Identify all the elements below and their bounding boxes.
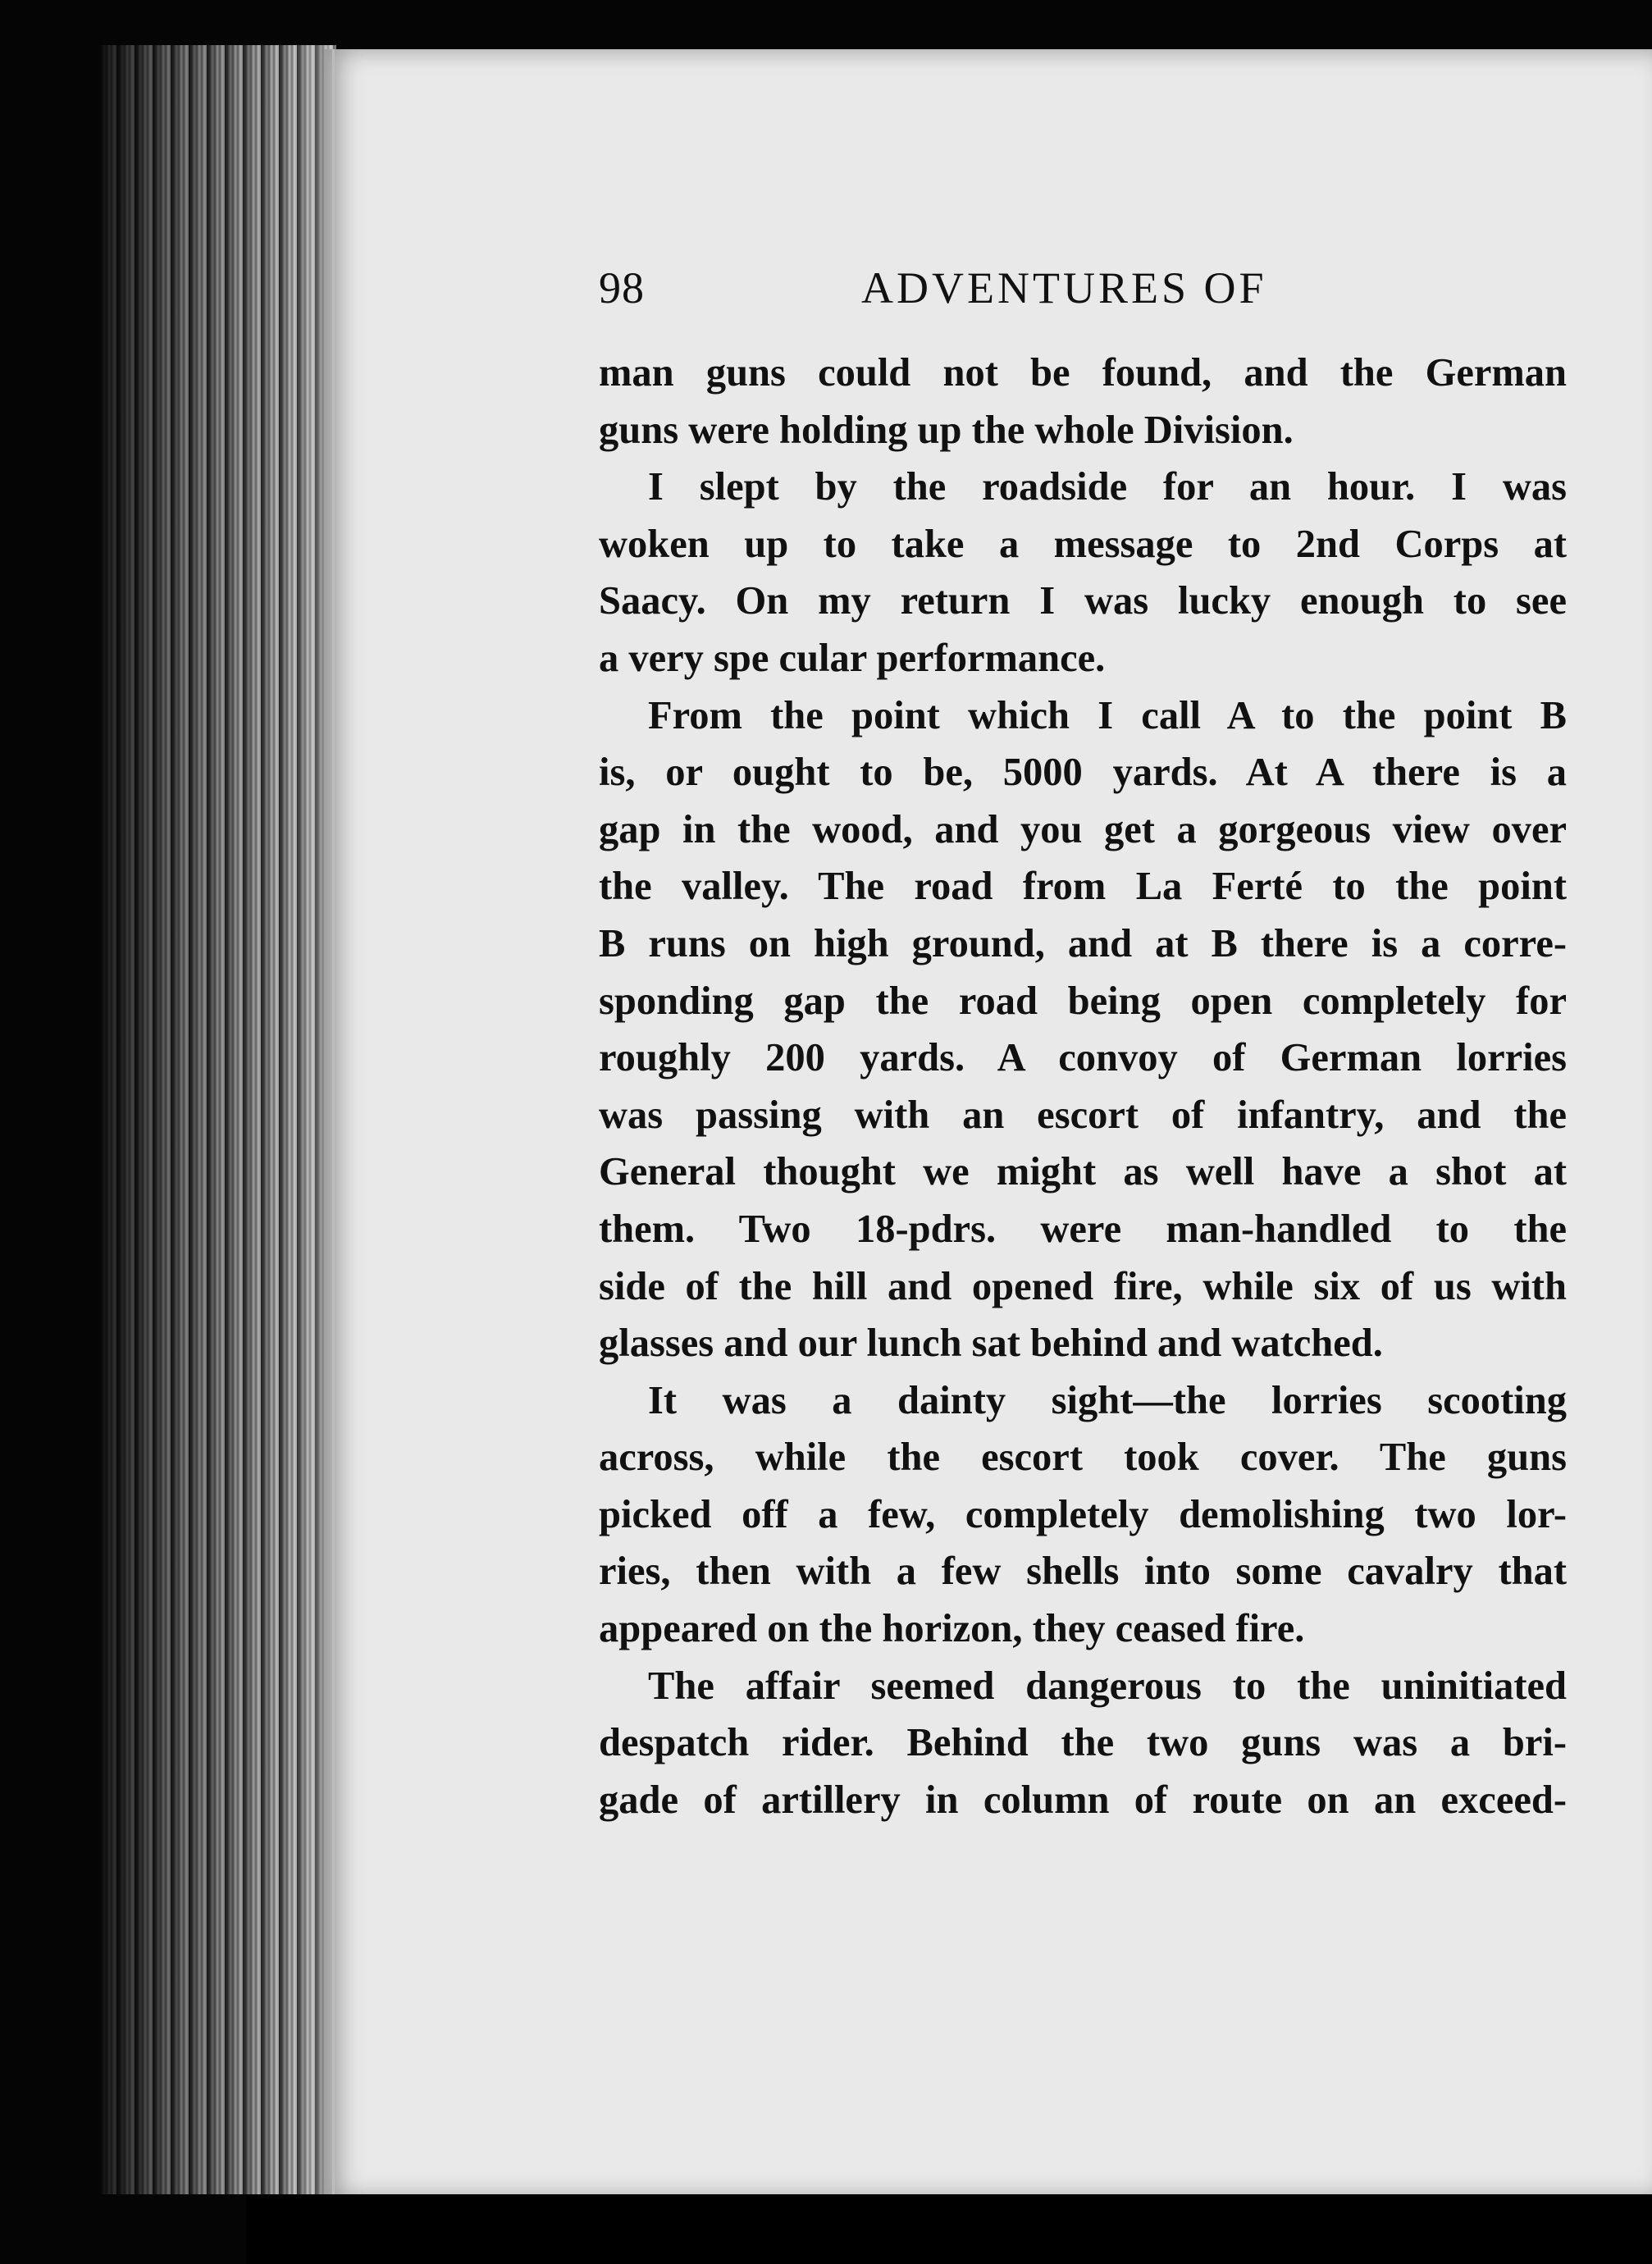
text-line: roughly 200 yards. A convoy of German lorries	[599, 1036, 1567, 1080]
paragraph-4	[599, 1372, 1567, 1658]
body-text	[599, 345, 1567, 1828]
text-line: ries, then with a few shells into some cavalry that	[599, 1550, 1567, 1594]
text-line: man guns could not be found, and the German	[599, 351, 1567, 395]
text-line: From the point which I call A to the point B	[648, 693, 1567, 737]
text-line: It was a dainty sight—the lorries scooting	[648, 1378, 1567, 1422]
text-line: them. Two 18-pdrs. were man-handled to the	[599, 1207, 1567, 1251]
paragraph-5	[599, 1658, 1567, 1829]
text-line: glasses and our lunch sat behind and watched.	[599, 1321, 1383, 1366]
page-header	[599, 262, 1567, 320]
text-line: woken up to take a message to 2nd Corps at	[599, 522, 1567, 566]
text-line: I slept by the roadside for an hour. I was	[648, 465, 1567, 509]
running-head: ADVENTURES OF	[861, 263, 1267, 313]
text-line: The affair seemed dangerous to the uninitiated	[648, 1664, 1567, 1708]
text-line: across, while the escort took cover. The guns	[599, 1436, 1567, 1480]
text-line: appeared on the horizon, they ceased fire.	[599, 1607, 1305, 1651]
text-line: guns were holding up the whole Division.	[599, 408, 1294, 452]
text-line: picked off a few, completely demolishing two lor-	[599, 1492, 1567, 1536]
text-line: gap in the wood, and you get a gorgeous view over	[599, 807, 1567, 851]
paragraph-1	[599, 345, 1567, 459]
text-line: despatch rider. Behind the two guns was a bri-	[599, 1721, 1567, 1765]
page-gutter-line	[332, 49, 335, 2198]
text-line: Saacy. On my return I was lucky enough to see	[599, 579, 1567, 623]
text-line: the valley. The road from La Ferté to the point	[599, 865, 1567, 909]
text-line: General thought we might as well have a shot at	[599, 1150, 1567, 1194]
page-number: 98	[599, 263, 645, 313]
page-edges-shadow	[98, 45, 336, 2194]
text-line: sponding gap the road being open completely for	[599, 979, 1567, 1023]
text-line: a very spe cular performance.	[599, 636, 1106, 680]
scan-bottom-shadow	[246, 2194, 1652, 2264]
text-line: gade of artillery in column of route on an exceed-	[599, 1778, 1567, 1822]
text-line: is, or ought to be, 5000 yards. At A there is a	[599, 751, 1567, 795]
text-line: B runs on high ground, and at B there is a corre-	[599, 921, 1567, 965]
paragraph-3	[599, 687, 1567, 1372]
paragraph-2	[599, 459, 1567, 687]
text-line: side of the hill and opened fire, while six of us with	[599, 1264, 1567, 1308]
text-line: was passing with an escort of infantry, and the	[599, 1093, 1567, 1137]
